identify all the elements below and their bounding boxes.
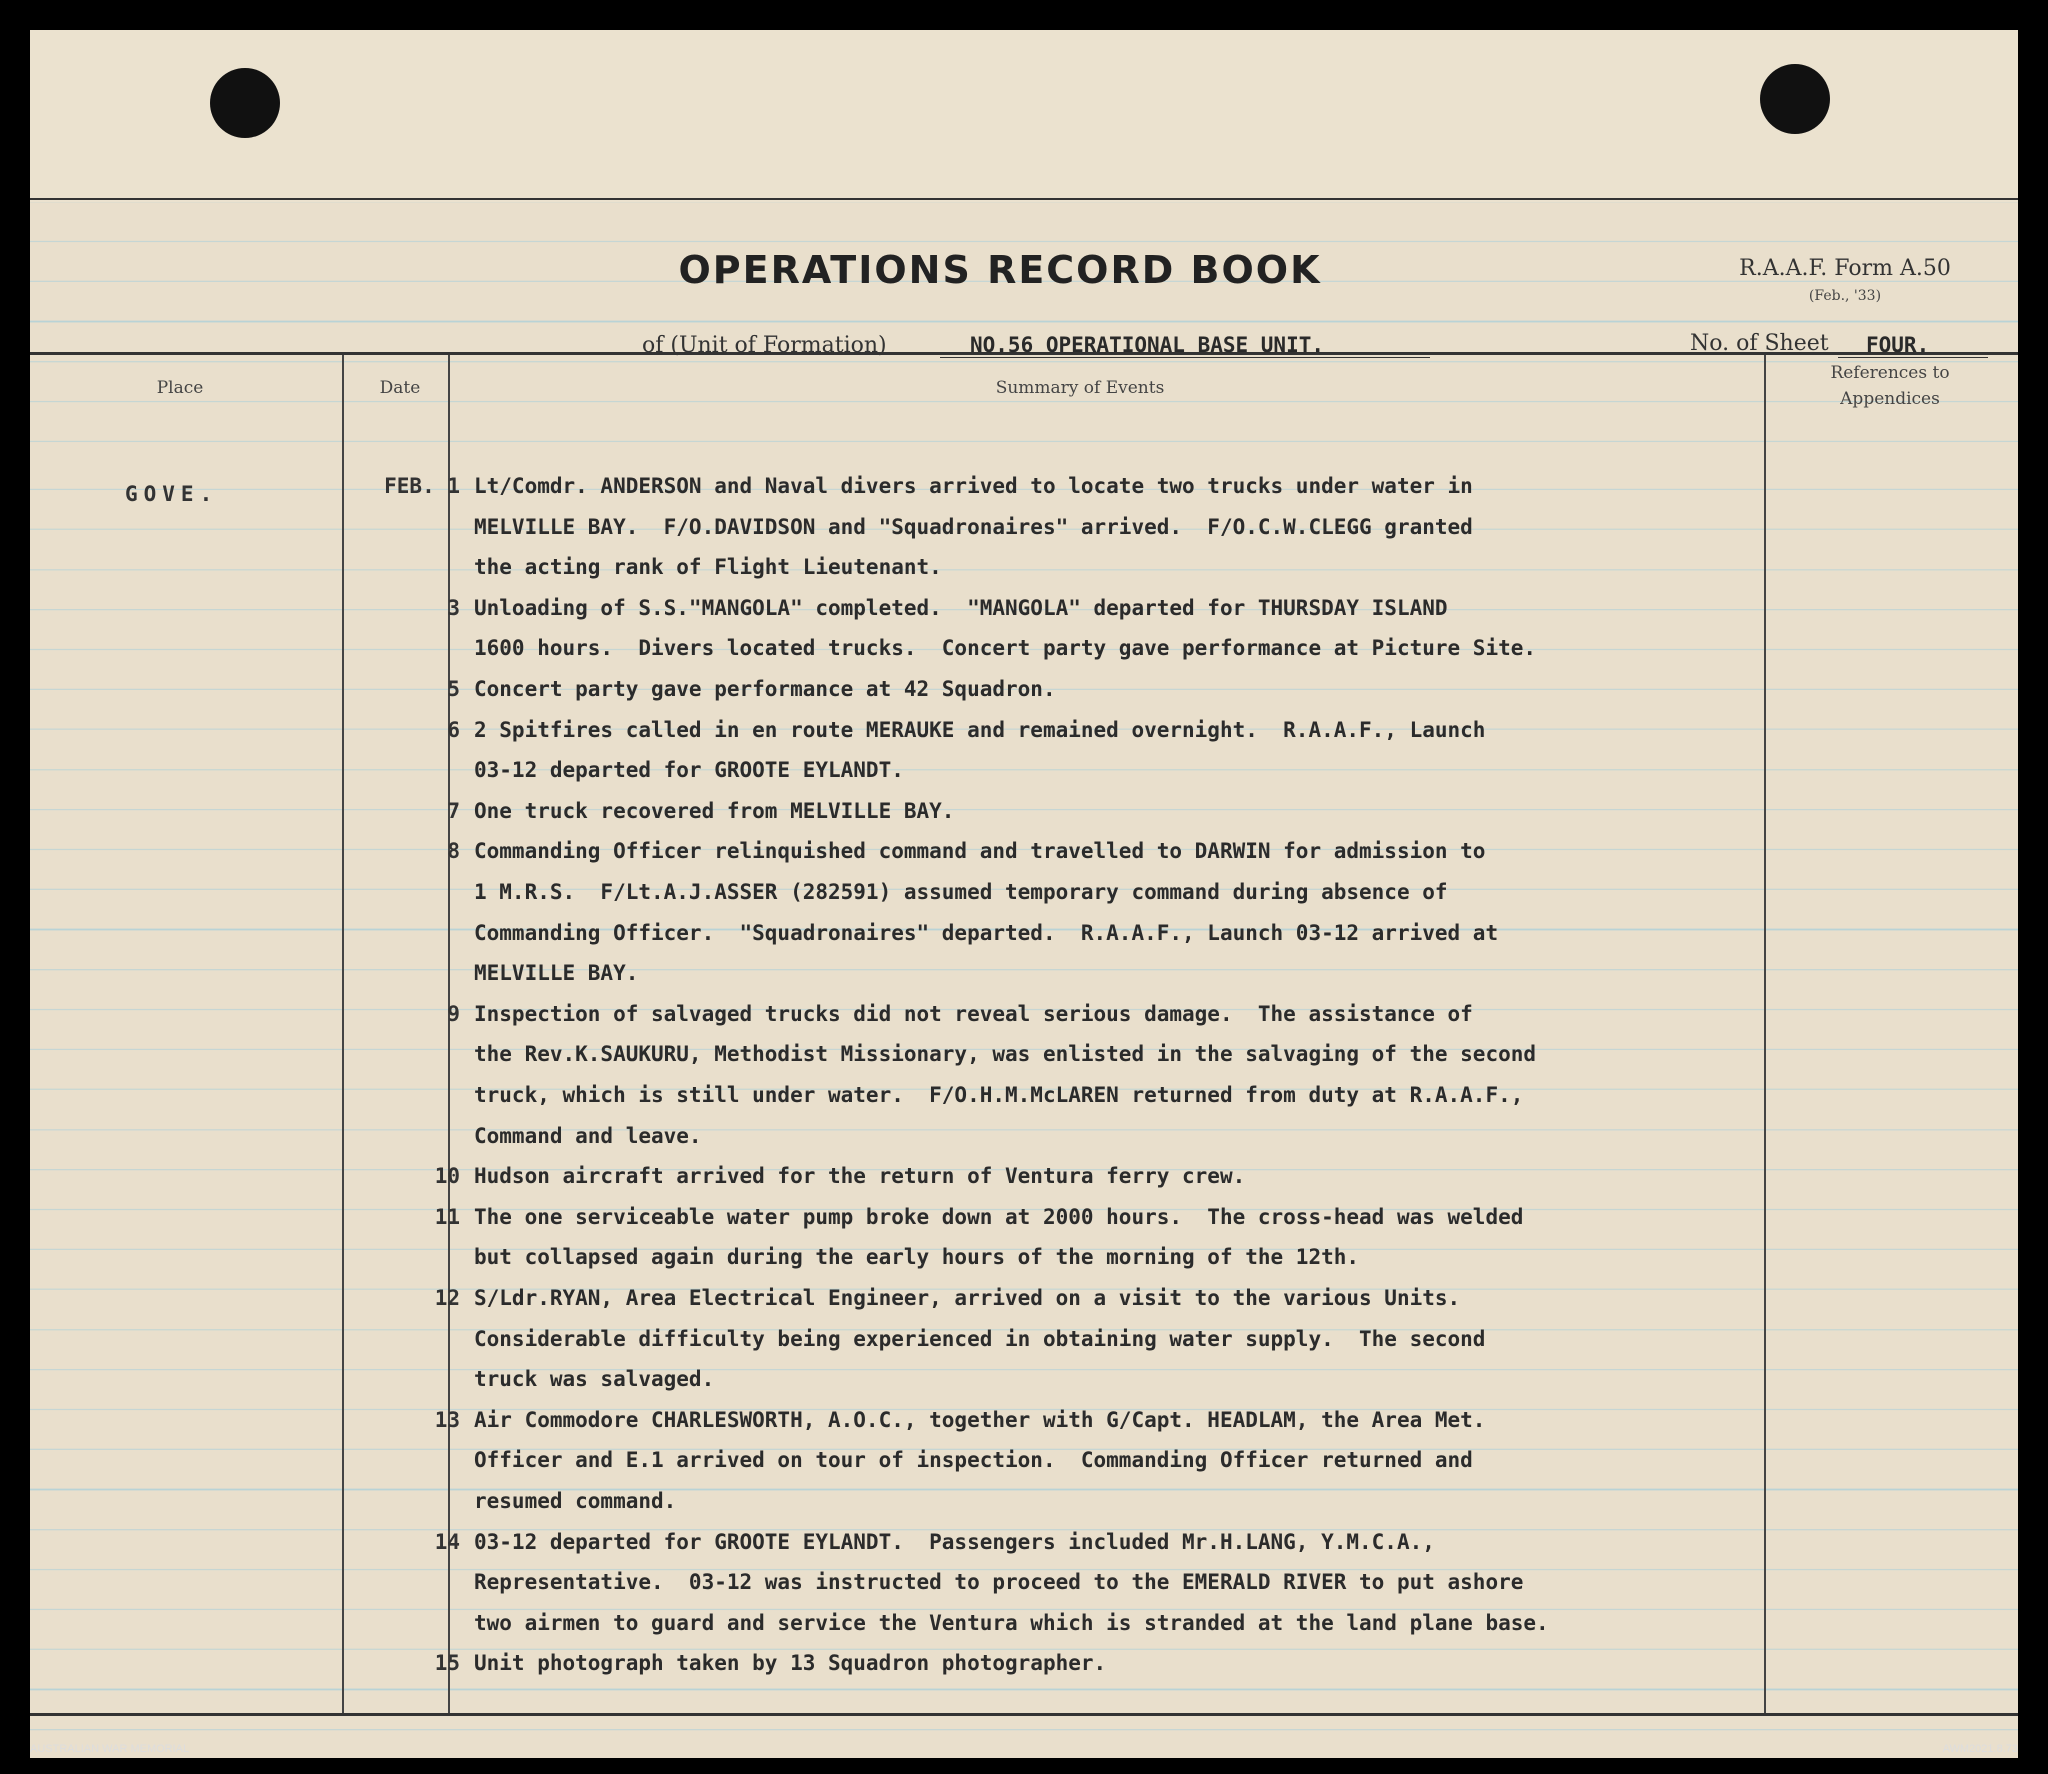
header-top-rule <box>30 198 2018 200</box>
column-divider-date <box>448 355 450 1713</box>
entry-text-line: Representative. 03-12 was instructed to proceed to the EMERALD RIVER to put ashore <box>474 1570 1524 1595</box>
entry-text-line: Unloading of S.S."MANGOLA" completed. "MANGOLA" departed for THURSDAY ISLAND <box>474 595 1448 620</box>
entry-text-line: Command and leave. <box>474 1123 702 1148</box>
entry-date: 7 <box>447 798 460 823</box>
punch-hole-left <box>210 68 280 138</box>
column-header-summary: Summary of Events <box>995 378 1165 398</box>
entry-text-line: Lt/Comdr. ANDERSON and Naval divers arrived to locate two trucks under water in <box>474 474 1473 498</box>
entry-date: 11 <box>434 1204 460 1229</box>
entry-text-line: 1600 hours. Divers located trucks. Concert party gave performance at Picture Site. <box>474 636 1537 661</box>
entry-date: 12 <box>434 1286 460 1310</box>
column-divider-summary <box>1764 355 1766 1713</box>
footer-accession: AWM2021.8.73 <box>1942 1743 2018 1755</box>
entry-text-line: 03-12 departed for GROOTE EYLANDT. <box>474 758 904 783</box>
sheet-number-label: No. of Sheet <box>1690 331 1829 356</box>
record-sheet <box>30 30 2018 1758</box>
entry-text-line: 2 Spitfires called in en route MERAUKE and remained overnight. R.A.A.F., Launch <box>474 717 1486 742</box>
footer-credit: AUSTRALIAN WAR MEMORIAL <box>30 1743 190 1755</box>
entry-text-line: Air Commodore CHARLESWORTH, A.O.C., together with G/Capt. HEADLAM, the Area Met. <box>474 1407 1486 1432</box>
unit-label: of (Unit of Formation) <box>642 333 887 358</box>
entry-text-line: the Rev.K.SAUKURU, Methodist Missionary, was enlisted in the salvaging of the second <box>474 1042 1537 1067</box>
entry-text-line: Considerable difficulty being experienced in obtaining water supply. The second <box>474 1326 1486 1351</box>
punch-hole-right <box>1760 64 1830 134</box>
entry-text-line: two airmen to guard and service the Ventura which is stranded at the land plane base. <box>474 1610 1549 1635</box>
entry-text-line: The one serviceable water pump broke down at 2000 hours. The cross-head was welded <box>474 1204 1524 1229</box>
sheet-bottom-rule <box>30 1713 2018 1716</box>
entry-text-line: MELVILLE BAY. <box>474 961 639 986</box>
entry-date: 6 <box>447 717 460 742</box>
entry-date: FEB. 1 <box>384 474 460 498</box>
page-title: OPERATIONS RECORD BOOK <box>678 248 1322 292</box>
form-date: (Feb., '33) <box>1808 288 1882 304</box>
entry-date: 15 <box>434 1651 460 1676</box>
entry-text-line: the acting rank of Flight Lieutenant. <box>474 555 942 580</box>
entry-text-line: Officer and E.1 arrived on tour of inspection. Commanding Officer returned and <box>474 1448 1473 1473</box>
form-id: R.A.A.F. Form A.50 <box>1739 256 1951 281</box>
entry-text-line: 1 M.R.S. F/Lt.A.J.ASSER (282591) assumed temporary command during absence of <box>474 880 1448 904</box>
entry-text-line: resumed command. <box>474 1489 677 1513</box>
top-margin <box>30 30 2018 202</box>
entry-text-line: 03-12 departed for GROOTE EYLANDT. Passengers included Mr.H.LANG, Y.M.C.A., <box>474 1529 1435 1554</box>
column-header-date: Date <box>379 378 421 398</box>
entry-date: 3 <box>447 595 460 620</box>
entry-text-line: truck, which is still under water. F/O.H.M.McLAREN returned from duty at R.A.A.F., <box>474 1083 1524 1107</box>
entry-text-line: Commanding Officer relinquished command and travelled to DARWIN for admission to <box>474 839 1486 864</box>
entry-date: 10 <box>434 1164 460 1189</box>
column-header-references: References to Appendices <box>1830 363 1950 409</box>
place-entry: GOVE. <box>125 482 219 506</box>
entry-text-line: Unit photograph taken by 13 Squadron photographer. <box>474 1651 1107 1676</box>
entry-text-line: Hudson aircraft arrived for the return of Ventura ferry crew. <box>474 1164 1246 1189</box>
entry-text-line: MELVILLE BAY. F/O.DAVIDSON and "Squadronaires" arrived. F/O.C.W.CLEGG granted <box>474 514 1473 539</box>
entry-date: 9 <box>447 1001 460 1026</box>
entry-date: 5 <box>447 677 460 701</box>
sheet-number-value: FOUR. <box>1838 333 1988 358</box>
entry-text-line: Inspection of salvaged trucks did not reveal serious damage. The assistance of <box>474 1001 1473 1026</box>
entry-text-line: Concert party gave performance at 42 Squadron. <box>474 677 1056 701</box>
entry-date: 13 <box>434 1407 460 1432</box>
entry-date: 14 <box>434 1529 460 1554</box>
entry-date: 8 <box>447 839 460 864</box>
entry-text-line: One truck recovered from MELVILLE BAY. <box>474 798 955 823</box>
column-header-place: Place <box>156 378 204 398</box>
entry-text-line: S/Ldr.RYAN, Area Electrical Engineer, arrived on a visit to the various Units. <box>474 1286 1461 1310</box>
entry-text-line: but collapsed again during the early hours of the morning of the 12th. <box>474 1245 1360 1270</box>
unit-value: NO.56 OPERATIONAL BASE UNIT. <box>940 333 1430 358</box>
entry-text-line: Commanding Officer. "Squadronaires" departed. R.A.A.F., Launch 03-12 arrived at <box>474 920 1499 945</box>
column-divider-place <box>342 355 344 1713</box>
entry-text-line: truck was salvaged. <box>474 1367 715 1392</box>
